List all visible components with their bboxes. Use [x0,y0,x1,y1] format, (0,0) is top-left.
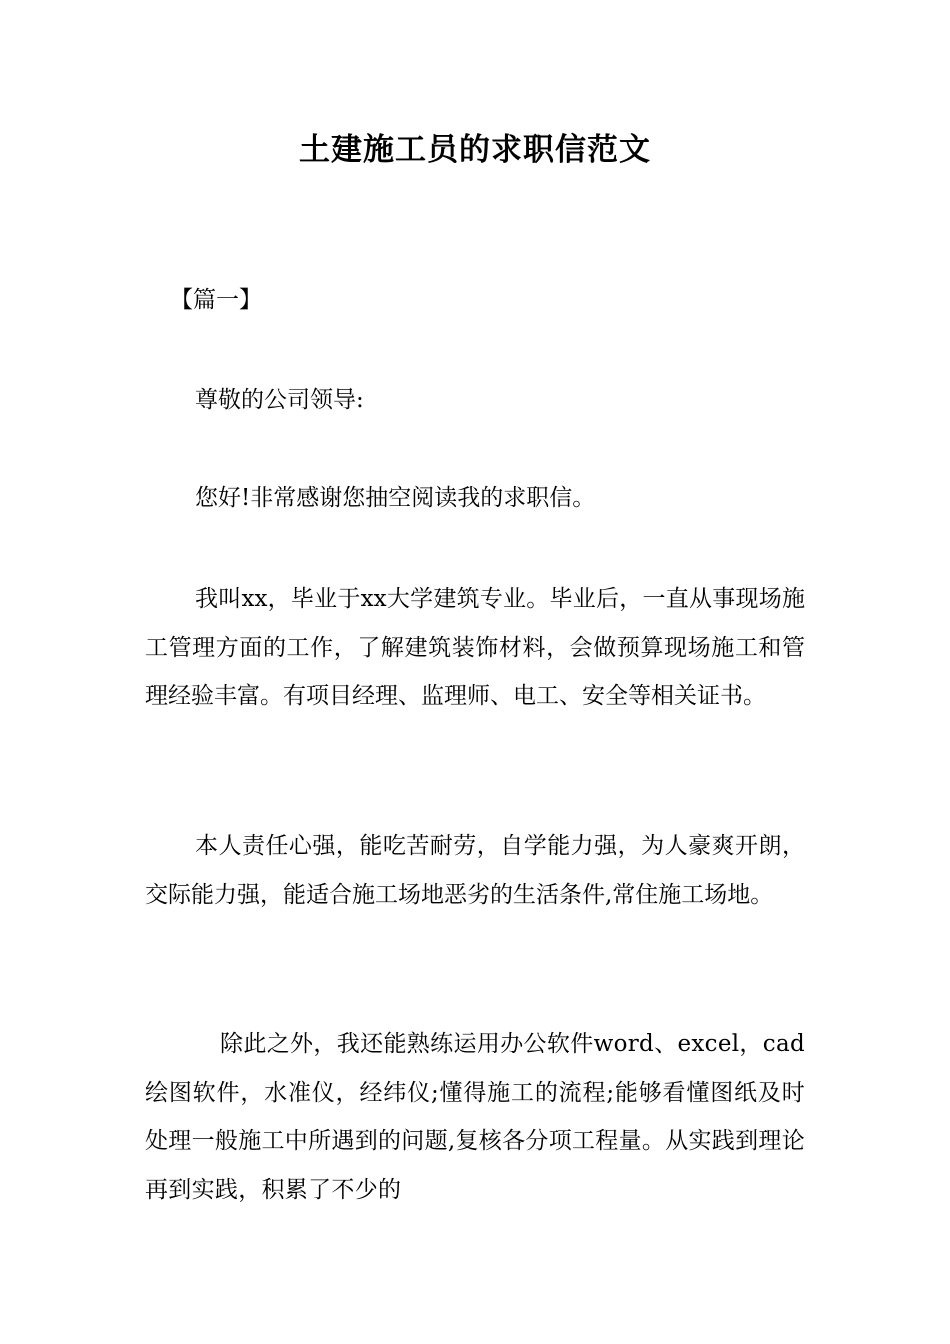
paragraph-intro: 我叫xx，毕业于xx大学建筑专业。毕业后，一直从事现场施工管理方面的工作，了解建筑装饰材料，会做预算现场施工和管理经验丰富。有项目经理、监理师、电工、安全等相关证书。 [145,586,805,709]
section-label: 【篇一】 [170,287,262,313]
paragraph-hello: 您好!非常感谢您抽空阅读我的求职信。 [195,485,596,511]
document-title: 土建施工员的求职信范文 [299,132,651,168]
paragraph-skills: 除此之外，我还能熟练运用办公软件word、excel，cad绘图软件，水准仪，经纬仪;懂得施工的流程;能够看懂图纸及时处理一般施工中所遇到的问题,复核各分项工程量。从实践到理论再到实践，积累了不少的 [145,1031,806,1203]
paragraph-self-description: 本人责任心强，能吃苦耐劳，自学能力强，为人豪爽开朗，交际能力强，能适合施工场地恶劣的生活条件,常住施工场地。 [145,833,805,908]
paragraph-greeting: 尊敬的公司领导: [195,387,364,413]
